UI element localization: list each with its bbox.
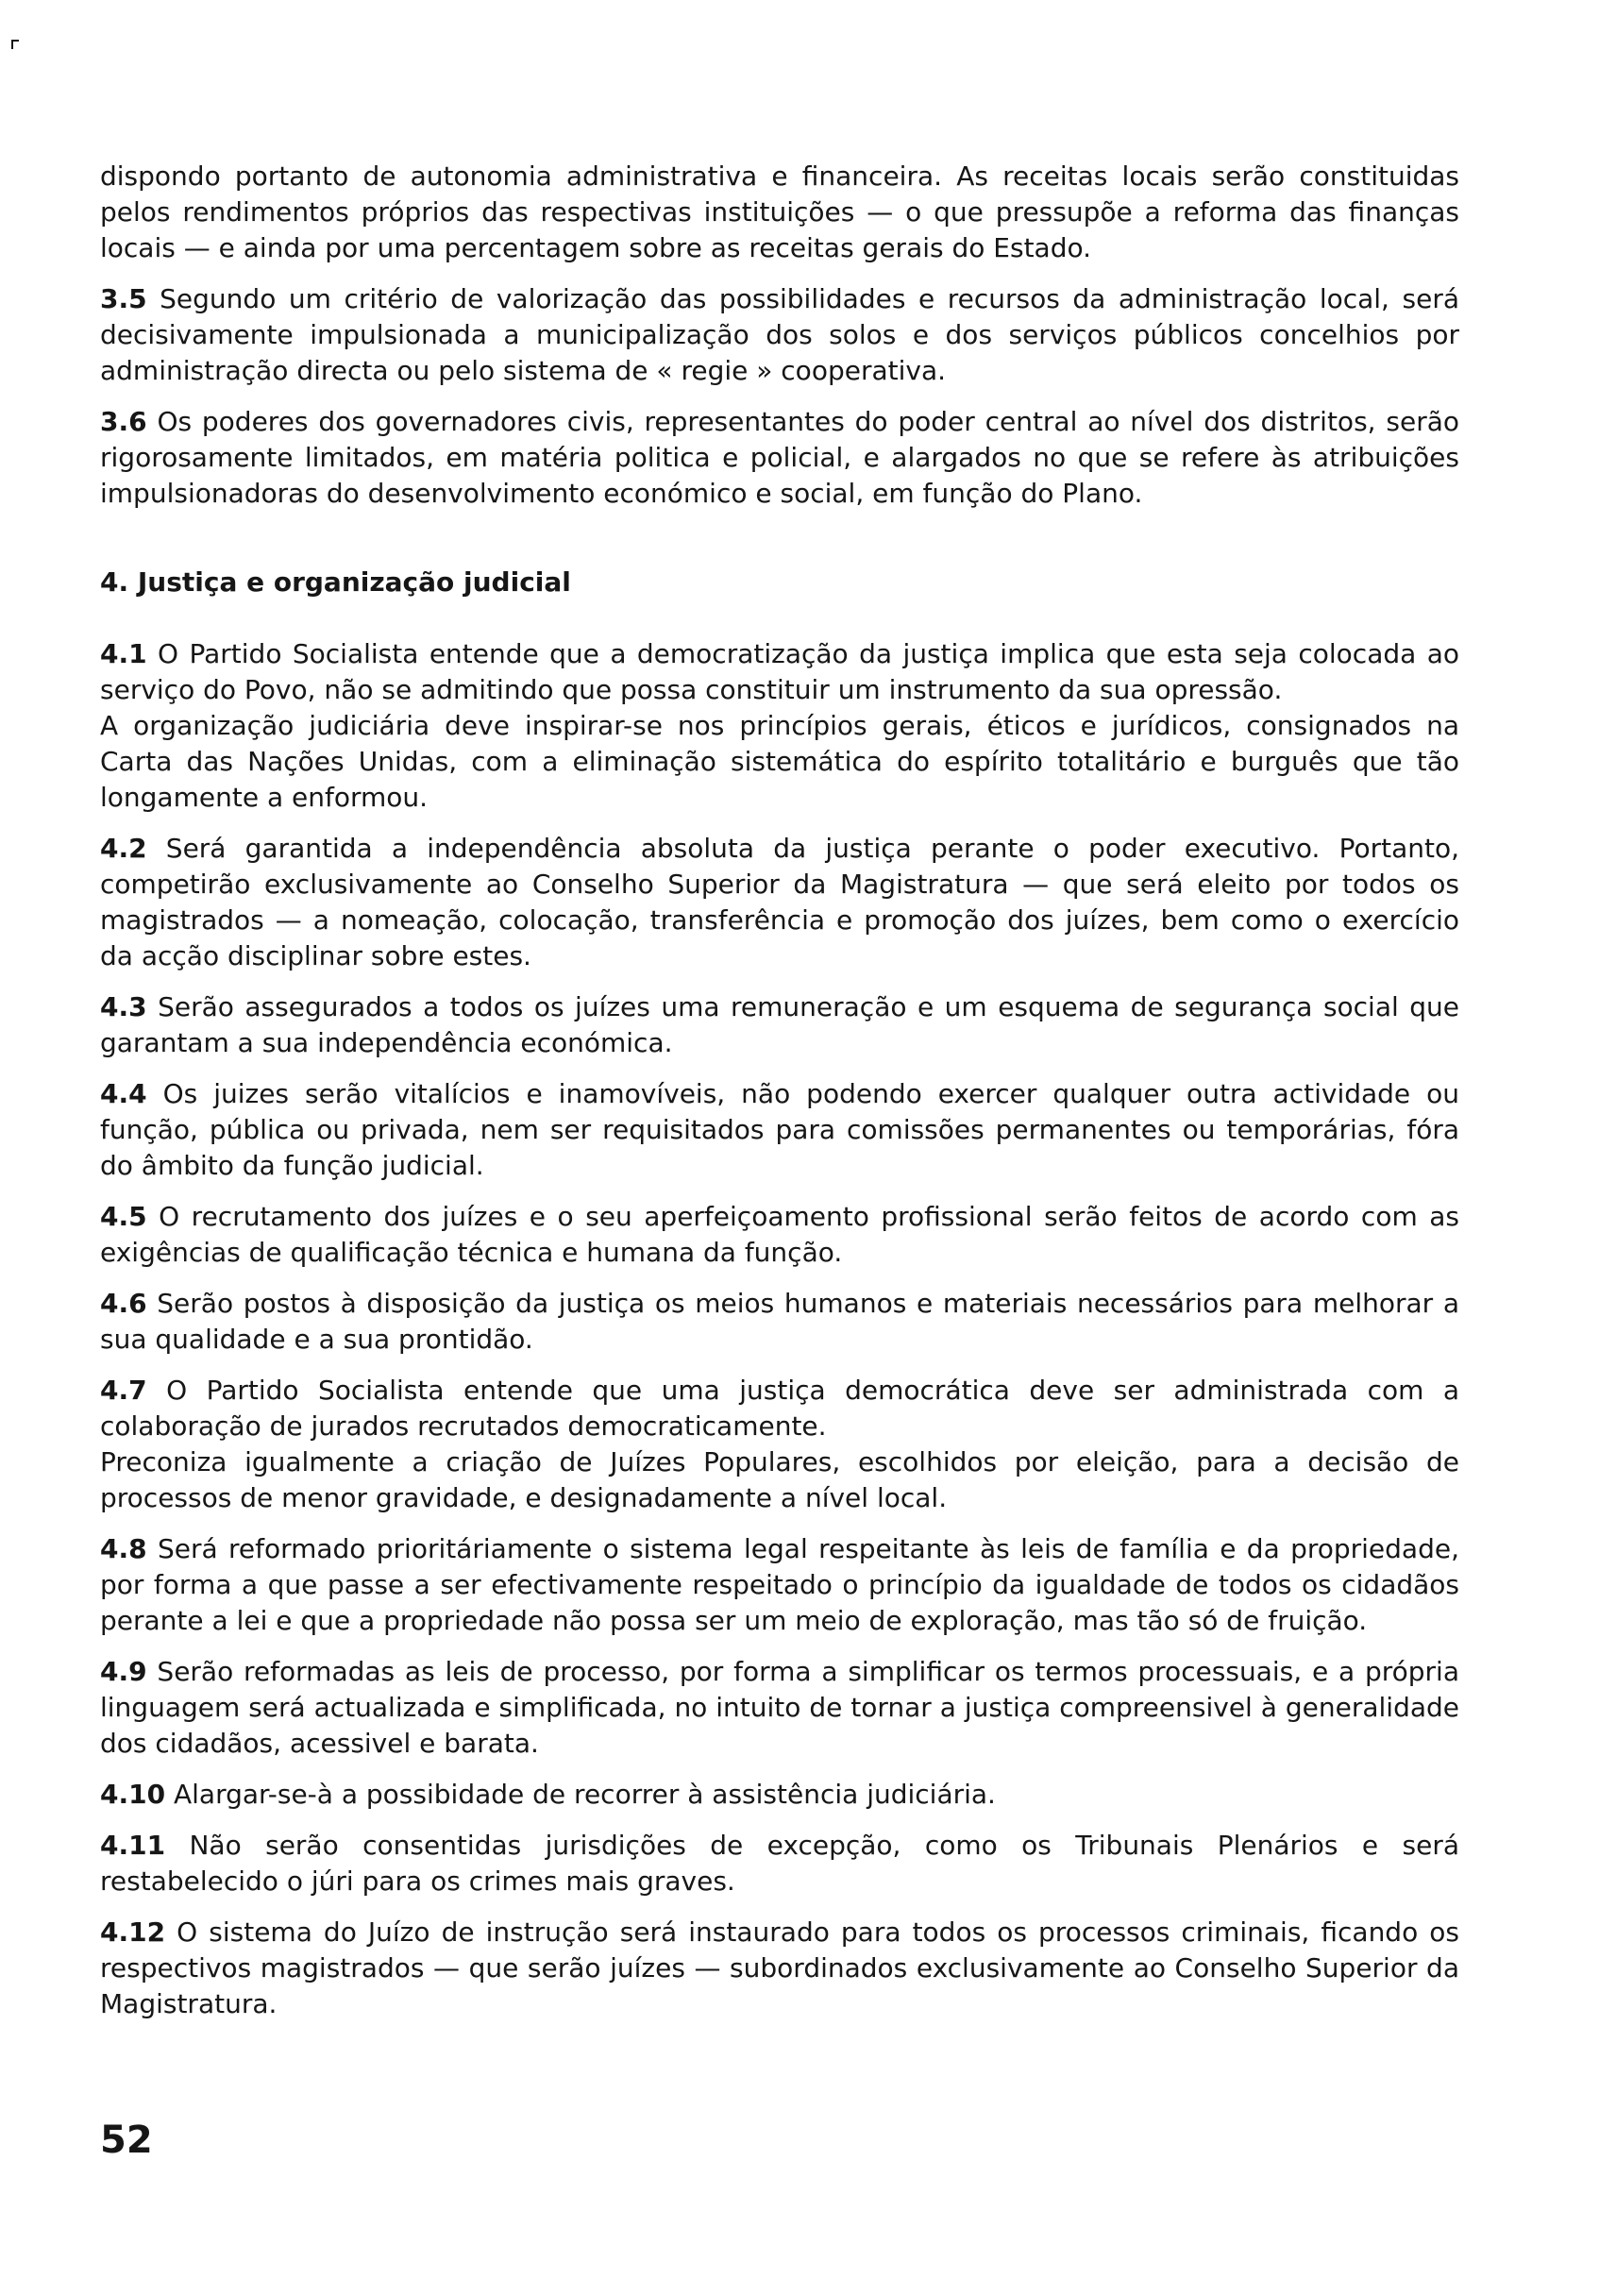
paragraph-4-11 [100,1828,1459,1899]
paragraph-4-2 [100,831,1459,974]
paragraph-number: 4.7 [100,1375,147,1406]
paragraph-4-12 [100,1915,1459,2022]
document-body [100,159,1459,2037]
paragraph-number: 4.5 [100,1201,147,1232]
paragraph-text: O recrutamento dos juízes e o seu aperfeiçoamento profissional serão feitos de acordo com as exigências de qualificação técnica e humana da função. [100,1201,1459,1268]
paragraph-text: Serão reformadas as leis de processo, por forma a simplificar os termos processuais, e a própria linguagem será actualizada e simplificada, no intuito de tornar a justiça compreensivel à generalidade dos cidadãos, acessivel e barata. [100,1656,1459,1759]
paragraph-4-6 [100,1286,1459,1358]
paragraph-number: 4.9 [100,1656,147,1687]
paragraph-4-3 [100,989,1459,1061]
paragraph-4-1 [100,636,1459,708]
section-title: 4. Justiça e organização judicial [100,566,571,598]
paragraph-4-9 [100,1654,1459,1762]
paragraph-text: dispondo portanto de autonomia administrativa e financeira. As receitas locais serão constituidas pelos rendimentos próprios das respectivas instituições — o que pressupõe a reforma das finanças locais — e ainda por uma percentagem sobre as receitas gerais do Estado. [100,160,1459,263]
paragraph-number: 4.4 [100,1078,147,1109]
paragraph-number: 4.12 [100,1916,166,1948]
paragraph-number: 4.6 [100,1288,147,1319]
paragraph-text: Os juizes serão vitalícios e inamovíveis, não podendo exercer qualquer outra actividade ou função, pública ou privada, nem ser requisitados para comissões permanentes ou temporárias, fóra do âmbito da função judicial. [100,1078,1460,1181]
paragraph-text: Serão assegurados a todos os juízes uma remuneração e um esquema de segurança social que garantam a sua independência económica. [100,991,1460,1058]
paragraph-4-7 [100,1373,1459,1444]
paragraph-4-1-continued [100,708,1459,816]
paragraph-text: Não serão consentidas jurisdições de excepção, como os Tribunais Plenários e será restabelecido o júri para os crimes mais graves. [100,1830,1459,1897]
paragraph-3-6 [100,404,1459,512]
scan-corner-mark [11,40,19,49]
paragraph-text: Segundo um critério de valorização das possibilidades e recursos da administração local, será decisivamente impulsionada a municipalização dos solos e dos serviços públicos concelhios por administração directa ou pelo sistema de « regie » cooperativa. [100,283,1459,386]
paragraph-number: 4.3 [100,991,147,1022]
paragraph-number: 4.2 [100,833,147,864]
paragraph-text: O sistema do Juízo de instrução será instaurado para todos os processos criminais, ficando os respectivos magistrados — que serão juízes — subordinados exclusivamente ao Conselho Superior da Magistratura. [100,1916,1459,2019]
paragraph-number: 4.11 [100,1830,166,1861]
paragraph-number: 3.5 [100,283,147,314]
paragraph-number: 4.10 [100,1779,166,1810]
paragraph-text: Será garantida a independência absoluta da justiça perante o poder executivo. Portanto, competirão exclusivamente ao Conselho Superior da Magistratura — que será eleito por todos os magistrados — a nomeação, colocação, transferência e promoção dos juízes, bem como o exercício da acção disciplinar sobre estes. [100,833,1459,971]
paragraph-text: Alargar-se-à a possibidade de recorrer à assistência judiciária. [174,1779,996,1810]
paragraph-4-4 [100,1076,1459,1184]
paragraph-text: Os poderes dos governadores civis, representantes do poder central ao nível dos distritos, serão rigorosamente limitados, em matéria politica e policial, e alargados no que se refere às atribuições impulsionadoras do desenvolvimento económico e social, em função do Plano. [100,406,1459,509]
paragraph-4-8 [100,1531,1459,1639]
paragraph-text: O Partido Socialista entende que uma justiça democrática deve ser administrada com a colaboração de jurados recrutados democraticamente. [100,1375,1459,1442]
paragraphs-top [100,159,1459,512]
paragraph-number: 3.6 [100,406,147,437]
page-number: 52 [100,2119,153,2162]
paragraphs-section-4 [100,636,1459,2022]
paragraph-text: A organização judiciária deve inspirar-se nos princípios gerais, éticos e jurídicos, consignados na Carta das Nações Unidas, com a eliminação sistemática do espírito totalitário e burguês que tão longamente a enformou. [100,710,1459,813]
paragraph-text: Serão postos à disposição da justiça os meios humanos e materiais necessários para melhorar a sua qualidade e a sua prontidão. [100,1288,1459,1355]
paragraph-3-5 [100,281,1459,389]
paragraph-text: Preconiza igualmente a criação de Juízes Populares, escolhidos por eleição, para a decisão de processos de menor gravidade, e designadamente a nível local. [100,1446,1459,1513]
paragraph-text: Será reformado prioritáriamente o sistema legal respeitante às leis de família e da propriedade, por forma a que passe a ser efectivamente respeitado o princípio da igualdade de todos os cidadãos perante a lei e que a propriedade não possa ser um meio de exploração, mas tão só de fruição. [100,1533,1459,1636]
paragraph-4-5 [100,1199,1459,1271]
paragraph-4-10 [100,1777,1459,1813]
paragraph-number: 4.1 [100,638,147,669]
paragraph-number: 4.8 [100,1533,147,1564]
paragraph [100,159,1459,266]
paragraph-text: O Partido Socialista entende que a democratização da justiça implica que esta seja colocada ao serviço do Povo, não se admitindo que possa constituir um instrumento da sua opressão. [100,638,1459,705]
paragraph-4-7-continued [100,1444,1459,1516]
